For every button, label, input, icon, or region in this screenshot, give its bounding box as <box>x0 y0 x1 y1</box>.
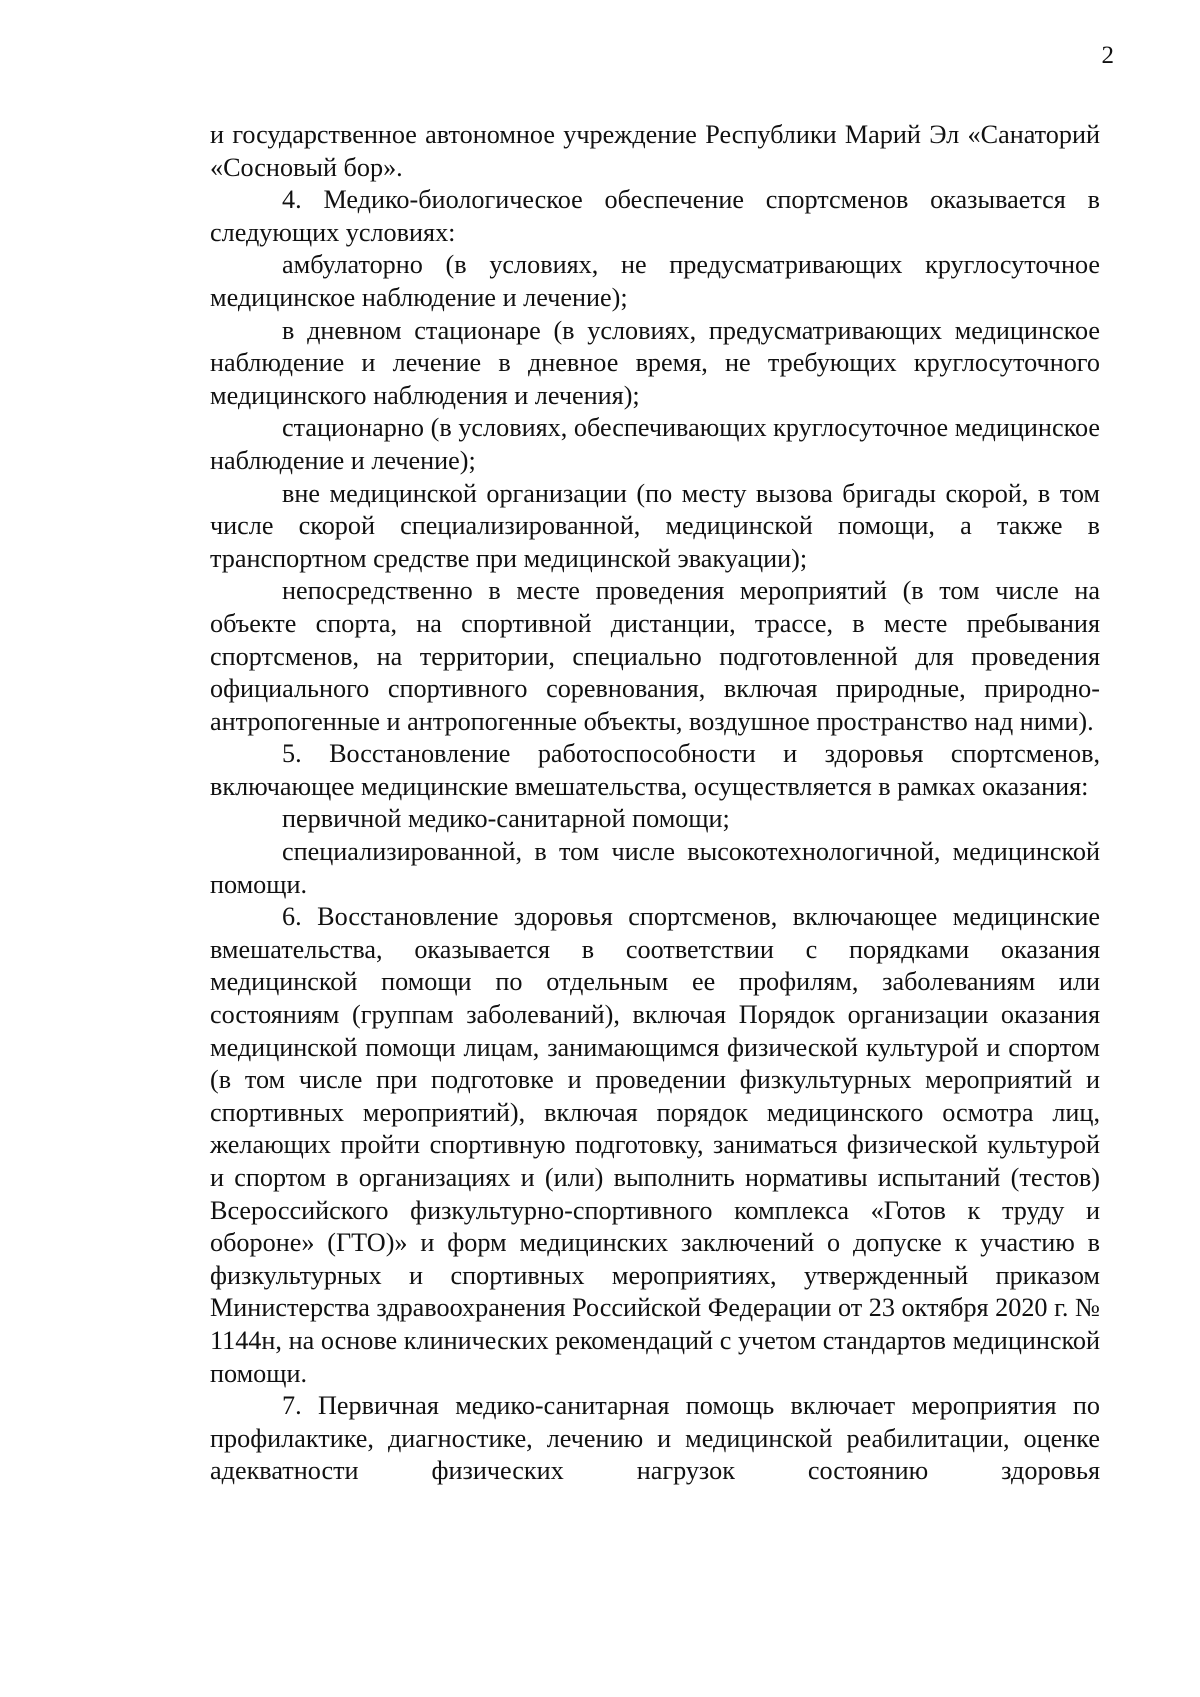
document-body <box>210 119 1100 1488</box>
paragraph-5-intro: 5. Восстановление работоспособности и здоровья спортсменов, включающее медицинские вмешательства, осуществляется в рамках оказания: <box>210 739 1100 801</box>
care-specialized: специализированной, в том числе высокотехнологичной, медицинской помощи. <box>210 837 1100 899</box>
paragraph-6: 6. Восстановление здоровья спортсменов, включающее медицинские вмешательства, оказывается в соответствии с порядками оказания медицинской помощи по отдельным ее профилям, заболеваниям или состояниям (группам заболеваний), включая Порядок организации оказания медицинской помощи лицам, занимающимся физической культурой и спортом (в том числе при подготовке и проведении физкультурных мероприятий и спортивных мероприятий), включая порядок медицинского осмотра лиц, желающих пройти спортивную подготовку, заниматься физической культурой и спортом в организациях и (или) выполнить нормативы испытаний (тестов) Всероссийского физкультурно-спортивного комплекса «Готов к труду и обороне» (ГТО)» и форм медицинских заключений о допуске к участию в физкультурных и спортивных мероприятиях, утвержденный приказом Министерства здравоохранения Российской Федерации от 23 октября 2020 г. № 1144н, на основе клинических рекомендаций с учетом стандартов медицинской помощи. <box>210 902 1100 1388</box>
condition-inpatient: стационарно (в условиях, обеспечивающих круглосуточное медицинское наблюдение и лечение); <box>210 413 1100 475</box>
paragraph-7: 7. Первичная медико-санитарная помощь включает мероприятия по профилактике, диагностике, лечению и медицинской реабилитации, оценке адекватности физических нагрузок состоянию здоровья <box>210 1391 1100 1486</box>
care-primary: первичной медико-санитарной помощи; <box>282 804 730 834</box>
paragraph-4-intro: 4. Медико-биологическое обеспечение спортсменов оказывается в следующих условиях: <box>210 185 1100 247</box>
condition-day-hospital: в дневном стационаре (в условиях, предусматривающих медицинское наблюдение и лечение в дневное время, не требующих круглосуточного медицинского наблюдения и лечения); <box>210 315 1100 410</box>
condition-ambulatory: амбулаторно (в условиях, не предусматривающих круглосуточное медицинское наблюдение и лечение); <box>210 250 1100 312</box>
condition-outside-medical-organization: вне медицинской организации (по месту вызова бригады скорой, в том числе скорой специализированной, медицинской помощи, а также в транспортном средстве при медицинской эвакуации); <box>210 478 1100 573</box>
condition-event-location: непосредственно в месте проведения мероприятий (в том числе на объекте спорта, на спортивной дистанции, трассе, в месте пребывания спортсменов, на территории, специально подготовленной для проведения официального спортивного соревнования, включая природные, природно-антропогенные и антропогенные объекты, воздушное пространство над ними). <box>210 576 1100 736</box>
page-number: 2 <box>1101 42 1114 69</box>
paragraph-institution-continuation: и государственное автономное учреждение Республики Марий Эл «Санаторий «Сосновый бор». <box>210 120 1100 182</box>
